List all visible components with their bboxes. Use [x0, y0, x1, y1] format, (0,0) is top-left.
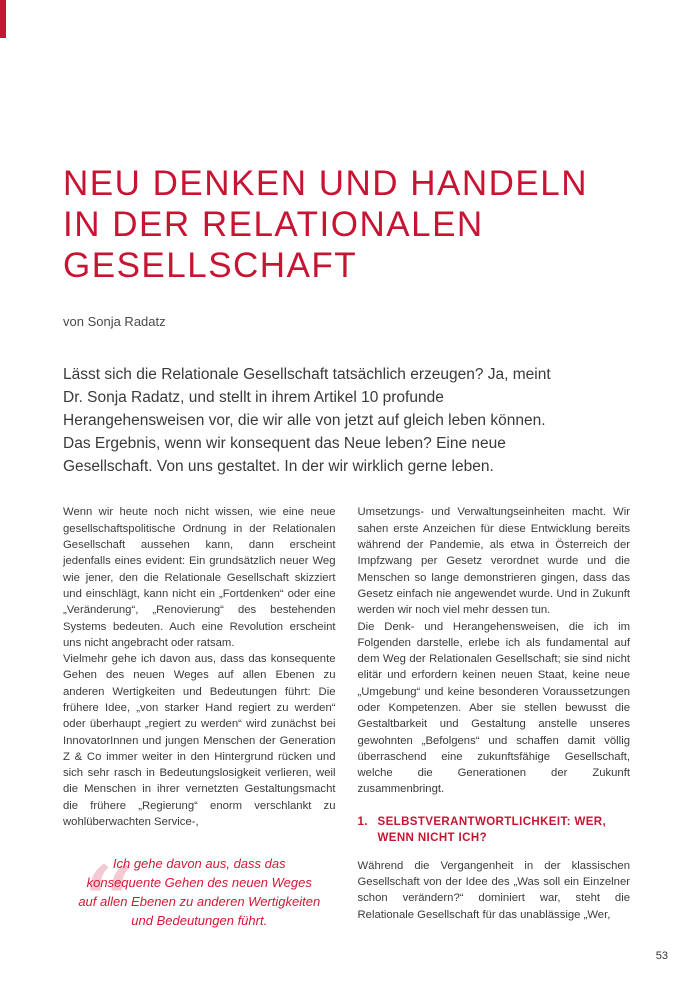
byline: von Sonja Radatz: [63, 314, 166, 330]
section-heading-text: SELBSTVERANTWORTLICHKEIT: WER, WENN NICHT ICH?: [377, 815, 607, 844]
right-column-paragraph-2: Die Denk- und Herangehensweisen, die ich im Folgenden darstelle, erlebe ich als fundamental auf dem Weg der Relationalen Gesellschaft; sie sind nicht elitär und erfordern keinen neuen Staat, keine neue „Umgebung“ und keine besonderen Voraussetzungen oder Kompetenzen. Aber sie stellen bewusst die Gestaltbarkeit und Gestaltung anstelle unseres gewohnten „Befolgens“ und schaffen damit völlig überraschend eine zukunftsfähige Gesellschaft, welche die Generationen der Zukunft zusammenbringt.: [357, 620, 630, 796]
right-column-paragraph-3: Während die Vergangenheit in der klassischen Gesellschaft von der Idee des „Was soll ein Einzelner schon verändern?“ dominiert war, steht die Relationale Gesellschaft für das unablässige „Wer,: [357, 859, 630, 921]
title-line-3: GESELLSCHAFT: [63, 246, 358, 286]
title-line-2: IN DER RELATIONALEN: [63, 205, 484, 245]
title-line-1: NEU DENKEN UND HANDELN: [63, 164, 589, 204]
left-column: [63, 504, 336, 972]
lead-paragraph: Lässt sich die Relationale Gesellschaft tatsächlich erzeugen? Ja, meint Dr. Sonja Radatz, und stellt in ihrem Artikel 10 profunde Herangehensweisen vor, die wir alle von jetzt auf gleich leben können. Das Ergebnis, wenn wir konsequent das Neue leben? Eine neue Gesellschaft. Von uns gestaltet. In der wir wirklich gerne leben.: [63, 366, 551, 476]
pull-quote-text: Ich gehe davon aus, dass das konsequente Gehen des neuen Weges auf allen Ebenen zu anderen Wertigkeiten und Bedeutungen führt.: [78, 856, 321, 929]
left-column-paragraph-2: Vielmehr gehe ich davon aus, dass das konsequente Gehen des neuen Weges auf allen Ebenen zu anderen Wertigkeiten und Bedeutungen führt: Die frühere Idee, „von starker Hand regiert zu werden“ oder überhaupt „regiert zu werden“ wird zunächst bei InnovatorInnen und jungen Menschen der Generation Z & Co immer weiter in den Hintergrund rücken und sich sehr rasch in Bedeutungslosigkeit verlieren, weil die Menschen in ihrer vernetzten Gestaltungsmacht die frühere „Regierung“ enorm verschlankt zu wohlüberwachten Service-,: [63, 653, 336, 829]
pull-quote: [63, 843, 336, 972]
right-column-paragraph-1: Umsetzungs- und Verwaltungseinheiten macht. Wir sahen erste Anzeichen für diese Entwicklung bereits während der Pandemie, als etwa in Österreich der Impfzwang per Gesetz verordnet wurde und die Menschen so lange demonstrieren gingen, dass das Gesetz einfach nie angewendet wurde. Und in Zukunft werden wir noch viel mehr dessen tun.: [357, 506, 630, 617]
page-number: 53: [655, 950, 668, 962]
right-column: [358, 504, 631, 930]
body-columns: [63, 504, 630, 972]
page-corner-accent-mark: [0, 0, 6, 38]
section-heading-number: 1.: [357, 815, 368, 828]
section-heading-1: [358, 814, 631, 846]
article-title: [63, 163, 630, 286]
quote-mark-icon: “: [79, 843, 136, 972]
left-column-paragraph-1: Wenn wir heute noch nicht wissen, wie eine neue gesellschaftspolitische Ordnung in der Relationalen Gesellschaft aussehen kann, dann erscheint jedenfalls eines evident: Ein grundsätzlich neuer Weg wie jener, den die Relationale Gesellschaft skizziert und einschlägt, kann nicht ein „Fortdenken“ oder eine „Veränderung“, „Renovierung“ des bestehenden Systems bedeuten. Auch eine Revolution erscheint uns nicht angebracht oder ratsam.: [63, 506, 336, 649]
